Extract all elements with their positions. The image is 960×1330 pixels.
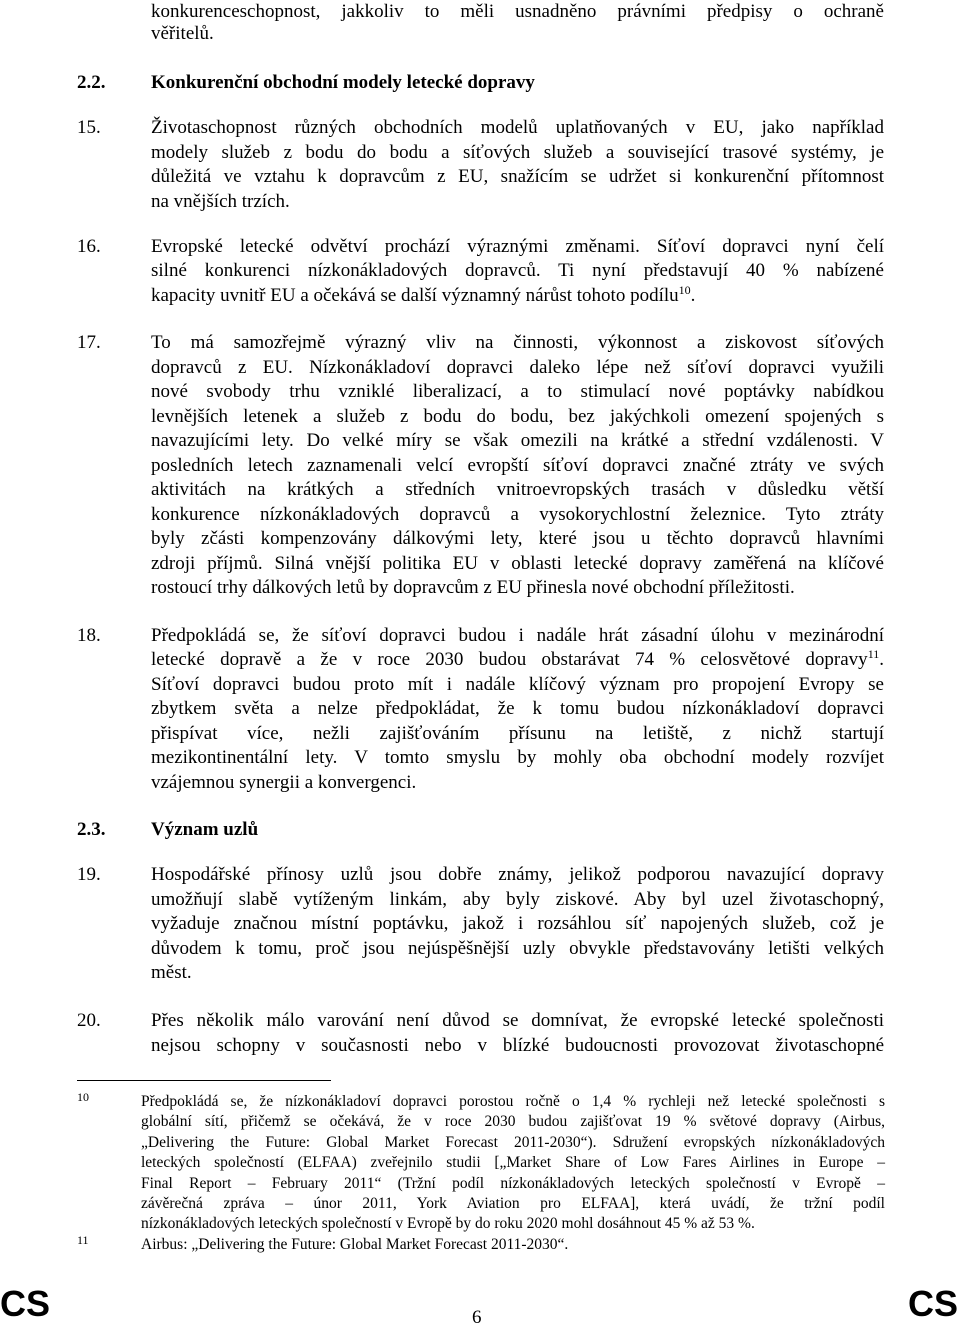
paragraph-number: 20. xyxy=(77,1010,101,1031)
text-line: Evropské letecké odvětví prochází výraznými změnami. Síťoví dopravci nyní čelí xyxy=(151,236,884,257)
section-title: Konkurenční obchodní modely letecké dopravy xyxy=(151,72,535,93)
footnote-line: globální sítí, přičemž se očekává, že v roce 2030 budou zajišťovat 19 % světové dopravy (Airbus, xyxy=(141,1113,885,1130)
footnote-line: Airbus: „Delivering the Future: Global Market Forecast 2011-2030“. xyxy=(141,1236,569,1253)
text-line: nejsou schopny v současnosti nebo v blízké budoucnosti provozovat životaschopné xyxy=(151,1035,884,1056)
footnote-separator xyxy=(77,1080,331,1081)
language-code-left: CS xyxy=(0,1283,51,1324)
text-line: důvodem k tomu, proč jsou nejúspěšnější uzly obvykle představovány letišti velkých xyxy=(151,938,884,959)
text-line: To má samozřejmě výrazný vliv na činnosti, výkonnost a ziskovost síťových xyxy=(151,332,884,353)
text-line: Přes několik málo varování není důvod se domnívat, že evropské letecké společnosti xyxy=(151,1010,884,1031)
footnote-number: 11 xyxy=(77,1233,89,1247)
paragraph-number: 19. xyxy=(77,864,101,885)
text-line: byly zčásti kompenzovány dálkovými lety, které jsou u těchto dopravců hlavními xyxy=(151,528,884,549)
text-line: důležitá ve vztahu k dopravcům z EU, snažícím se udržet si konkurenční přítomnost xyxy=(151,166,884,187)
footnote-ref-11[interactable]: 11 xyxy=(867,647,880,661)
text-line: mezikontinentální lety. V tomto smyslu by mohly oba obchodní modely rozvíjet xyxy=(151,747,884,768)
text-line: umožňují slabě vytíženým linkám, aby byly ziskové. Aby byl uzel životaschopný, xyxy=(151,889,884,910)
paragraph-number: 16. xyxy=(77,236,101,257)
text-segment: letecké dopravě a že v roce 2030 budou obstarávat 74 % celosvětové dopravy xyxy=(151,649,868,670)
text-line: věřitelů. xyxy=(151,23,214,44)
text-segment: . xyxy=(690,285,696,306)
text-line: měst. xyxy=(151,962,192,983)
text-line: konkurence nízkonákladových dopravců a vysokorychlostní železnice. Tyto ztráty xyxy=(151,504,884,525)
text-line: zbytkem světa a nelze předpokládat, že k tomu budou nízkonákladoví dopravci xyxy=(151,698,884,719)
footnote-line: Předpokládá se, že nízkonákladoví dopravci porostou ročně o 1,4 % rychleji než letecké společnosti s xyxy=(141,1093,885,1110)
text-line: na vnějších trzích. xyxy=(151,191,290,212)
footnote-number: 10 xyxy=(77,1090,89,1104)
text-segment: . xyxy=(879,649,884,670)
text-line: Životaschopnost různých obchodních modelů uplatňovaných v EU, jako například xyxy=(151,117,884,138)
footnote-line: Final Report – February 2011“ (Tržní podíl nízkonákladových leteckých společností v Evropě – xyxy=(141,1175,885,1192)
text-line xyxy=(151,284,884,309)
text-line: Předpokládá se, že síťoví dopravci budou i nadále hrát zásadní úlohu v mezinárodní xyxy=(151,625,884,646)
paragraph-number: 17. xyxy=(77,332,101,353)
text-line xyxy=(151,648,884,673)
text-line: přispívat více, nežli zajišťováním přísunu na letiště, z nichž startují xyxy=(151,723,884,744)
text-line: rostoucí trhy dálkových letů by dopravcům z EU přinesla nové obchodní příležitosti. xyxy=(151,577,795,598)
text-line: modely služeb z bodu do bodu a síťových služeb a související trasové systémy, je xyxy=(151,142,884,163)
page-number: 6 xyxy=(472,1307,482,1328)
footnote-line: závěrečná zpráva – únor 2011, York Aviation pro ELFAA], která uvádí, že tržní podíl xyxy=(141,1195,885,1212)
text-line: levnějších letenek a služeb z bodu do bodu, bez jakýchkoli omezení spojených s xyxy=(151,406,884,427)
footnote-ref-10[interactable]: 10 xyxy=(678,283,691,297)
text-line: dopravců z EU. Nízkonákladoví dopravci daleko lépe než síťoví dopravci využili xyxy=(151,357,884,378)
text-segment: kapacity uvnitř EU a očekává se další významný nárůst tohoto podílu xyxy=(151,285,679,306)
paragraph-number: 15. xyxy=(77,117,101,138)
text-line: Síťoví dopravci budou proto mít i nadále klíčový význam pro propojení Evropy se xyxy=(151,674,884,695)
language-code-right: CS xyxy=(907,1283,958,1324)
text-line: nové svobody trhu vzniklé liberalizací, a to stimulací nové poptávky nabídkou xyxy=(151,381,884,402)
text-line: posledních letech zaznamenali velcí evropští síťoví dopravci značné ztráty ve svých xyxy=(151,455,884,476)
text-line: konkurenceschopnost, jakkoliv to měli usnadněno právními předpisy o ochraně xyxy=(151,1,884,22)
footnote-line: „Delivering the Future: Global Market Forecast 2011-2030“). Sdružení evropských nízkonákladových xyxy=(141,1134,885,1151)
text-line: zdroji příjmů. Silná vnější politika EU v oblasti letecké dopravy zaměřená na klíčové xyxy=(151,553,884,574)
text-line: navazujícími lety. Do velké míry se však omezili na krátké a střední vzdálenosti. V xyxy=(151,430,884,451)
text-line: Hospodářské přínosy uzlů jsou dobře známy, jelikož podporou navazující dopravy xyxy=(151,864,884,885)
section-title: Význam uzlů xyxy=(151,819,259,840)
text-line: vyžaduje značnou místní poptávku, jakož i rozsáhlou síť napojených služeb, což je xyxy=(151,913,884,934)
text-line: silné konkurenci nízkonákladových dopravců. Ti nyní představují 40 % nabízené xyxy=(151,260,884,281)
section-number: 2.3. xyxy=(77,819,106,840)
text-line: vzájemnou synergii a konvergenci. xyxy=(151,772,417,793)
footnote-line: leteckých společností (ELFAA) zveřejnilo studii [„Market Share of Low Fares Airlines in Europe – xyxy=(141,1154,885,1171)
text-line: aktivitách na krátkých a středních vnitroevropských trasách v důsledku větší xyxy=(151,479,884,500)
paragraph-number: 18. xyxy=(77,625,101,646)
section-number: 2.2. xyxy=(77,72,106,93)
footnote-line: nízkonákladových leteckých společností v Evropě by do roku 2020 mohl dosáhnout 45 % až 53 %. xyxy=(141,1215,755,1232)
